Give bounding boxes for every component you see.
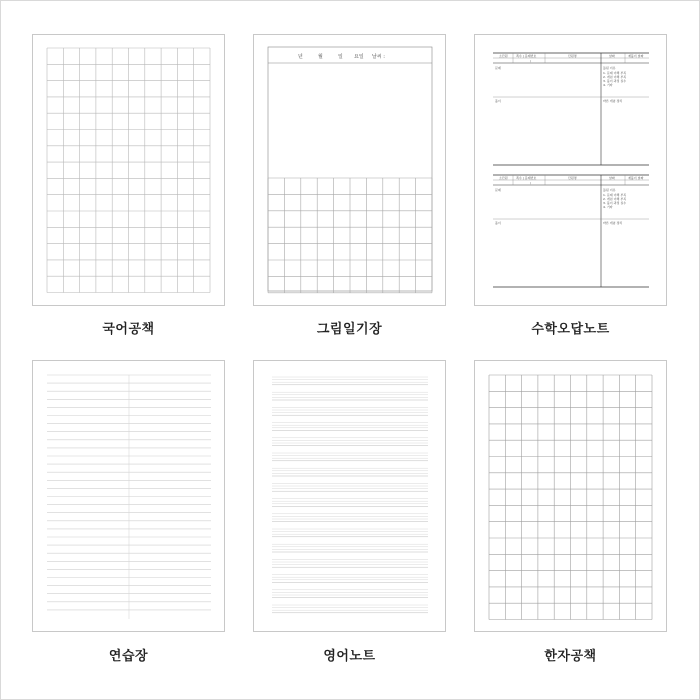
math-bottom-correct: 바른 개념 정리 xyxy=(603,221,623,225)
math-bottom-concept: 단원명 xyxy=(568,176,577,180)
math-top-concept: 단원명 xyxy=(568,54,577,58)
diary-weekday: 요일 xyxy=(354,54,364,60)
product-math-error-notebook[interactable] xyxy=(474,34,667,306)
product-hanja-notebook[interactable] xyxy=(474,360,667,632)
practice-ruled-lines xyxy=(33,361,226,633)
math-top-correct: 바른 개념 정리 xyxy=(603,99,623,103)
math-top-page: 쪽수 | 문제번호 xyxy=(516,54,537,58)
math-top-slash: / xyxy=(530,59,532,63)
math-top-reason-3: 3. 풀이 과정 실수 xyxy=(603,79,627,83)
math-top-solution: 풀이 xyxy=(495,99,501,103)
math-form-bottom xyxy=(493,175,649,287)
diary-writing-grid xyxy=(268,178,432,293)
diary-month: 월 xyxy=(318,54,323,60)
math-bottom-unit: 소단원 xyxy=(499,176,508,180)
math-top-date: 날짜 xyxy=(609,54,615,58)
diary-weather: 날씨 : xyxy=(372,54,385,60)
math-top-reason: 틀린 이유 xyxy=(603,66,616,70)
math-bottom-slash: / xyxy=(530,181,532,185)
math-top-reason-2: 2. 개념 이해 부족 xyxy=(603,75,627,79)
math-bottom-reason-1: 1. 문제 이해 부족 xyxy=(603,193,627,197)
math-top-review: 재풀이 날짜 xyxy=(628,54,644,58)
english-staff-lines xyxy=(254,361,447,633)
hanja-grid xyxy=(475,361,668,633)
math-bottom-review: 재풀이 날짜 xyxy=(628,176,644,180)
math-top-reason-4: 4. 기타 xyxy=(603,83,613,87)
caption-practice-pad: 연습장 xyxy=(108,649,149,664)
diary-layout xyxy=(254,35,447,307)
math-form-layout xyxy=(475,35,668,307)
product-korean-notebook[interactable] xyxy=(32,34,225,306)
caption-picture-diary: 그림일기장 xyxy=(316,322,383,337)
caption-english-notebook: 영어노트 xyxy=(323,649,376,664)
math-bottom-reason-4: 4. 기타 xyxy=(603,205,613,209)
math-bottom-date: 날짜 xyxy=(609,176,615,180)
math-bottom-reason: 틀린 이유 xyxy=(603,188,616,192)
math-bottom-page: 쪽수 | 문제번호 xyxy=(516,176,537,180)
caption-korean-notebook: 국어공책 xyxy=(102,322,155,337)
math-bottom-problem: 문제 xyxy=(495,188,501,192)
math-form-top xyxy=(493,53,649,165)
math-top-reason-1: 1. 문제 이해 부족 xyxy=(603,71,627,75)
product-english-notebook[interactable] xyxy=(253,360,446,632)
math-bottom-reason-3: 3. 풀이 과정 실수 xyxy=(603,201,627,205)
product-practice-pad[interactable] xyxy=(32,360,225,632)
math-top-unit: 소단원 xyxy=(499,54,508,58)
korean-grid xyxy=(33,35,226,307)
caption-math-error-notebook: 수학오답노트 xyxy=(531,322,610,337)
math-bottom-solution: 풀이 xyxy=(495,221,501,225)
diary-day: 일 xyxy=(338,54,343,60)
math-top-problem: 문제 xyxy=(495,66,501,70)
diary-year: 년 xyxy=(298,54,303,60)
product-picture-diary[interactable] xyxy=(253,34,446,306)
caption-hanja-notebook: 한자공책 xyxy=(544,649,597,664)
math-bottom-reason-2: 2. 개념 이해 부족 xyxy=(603,197,627,201)
